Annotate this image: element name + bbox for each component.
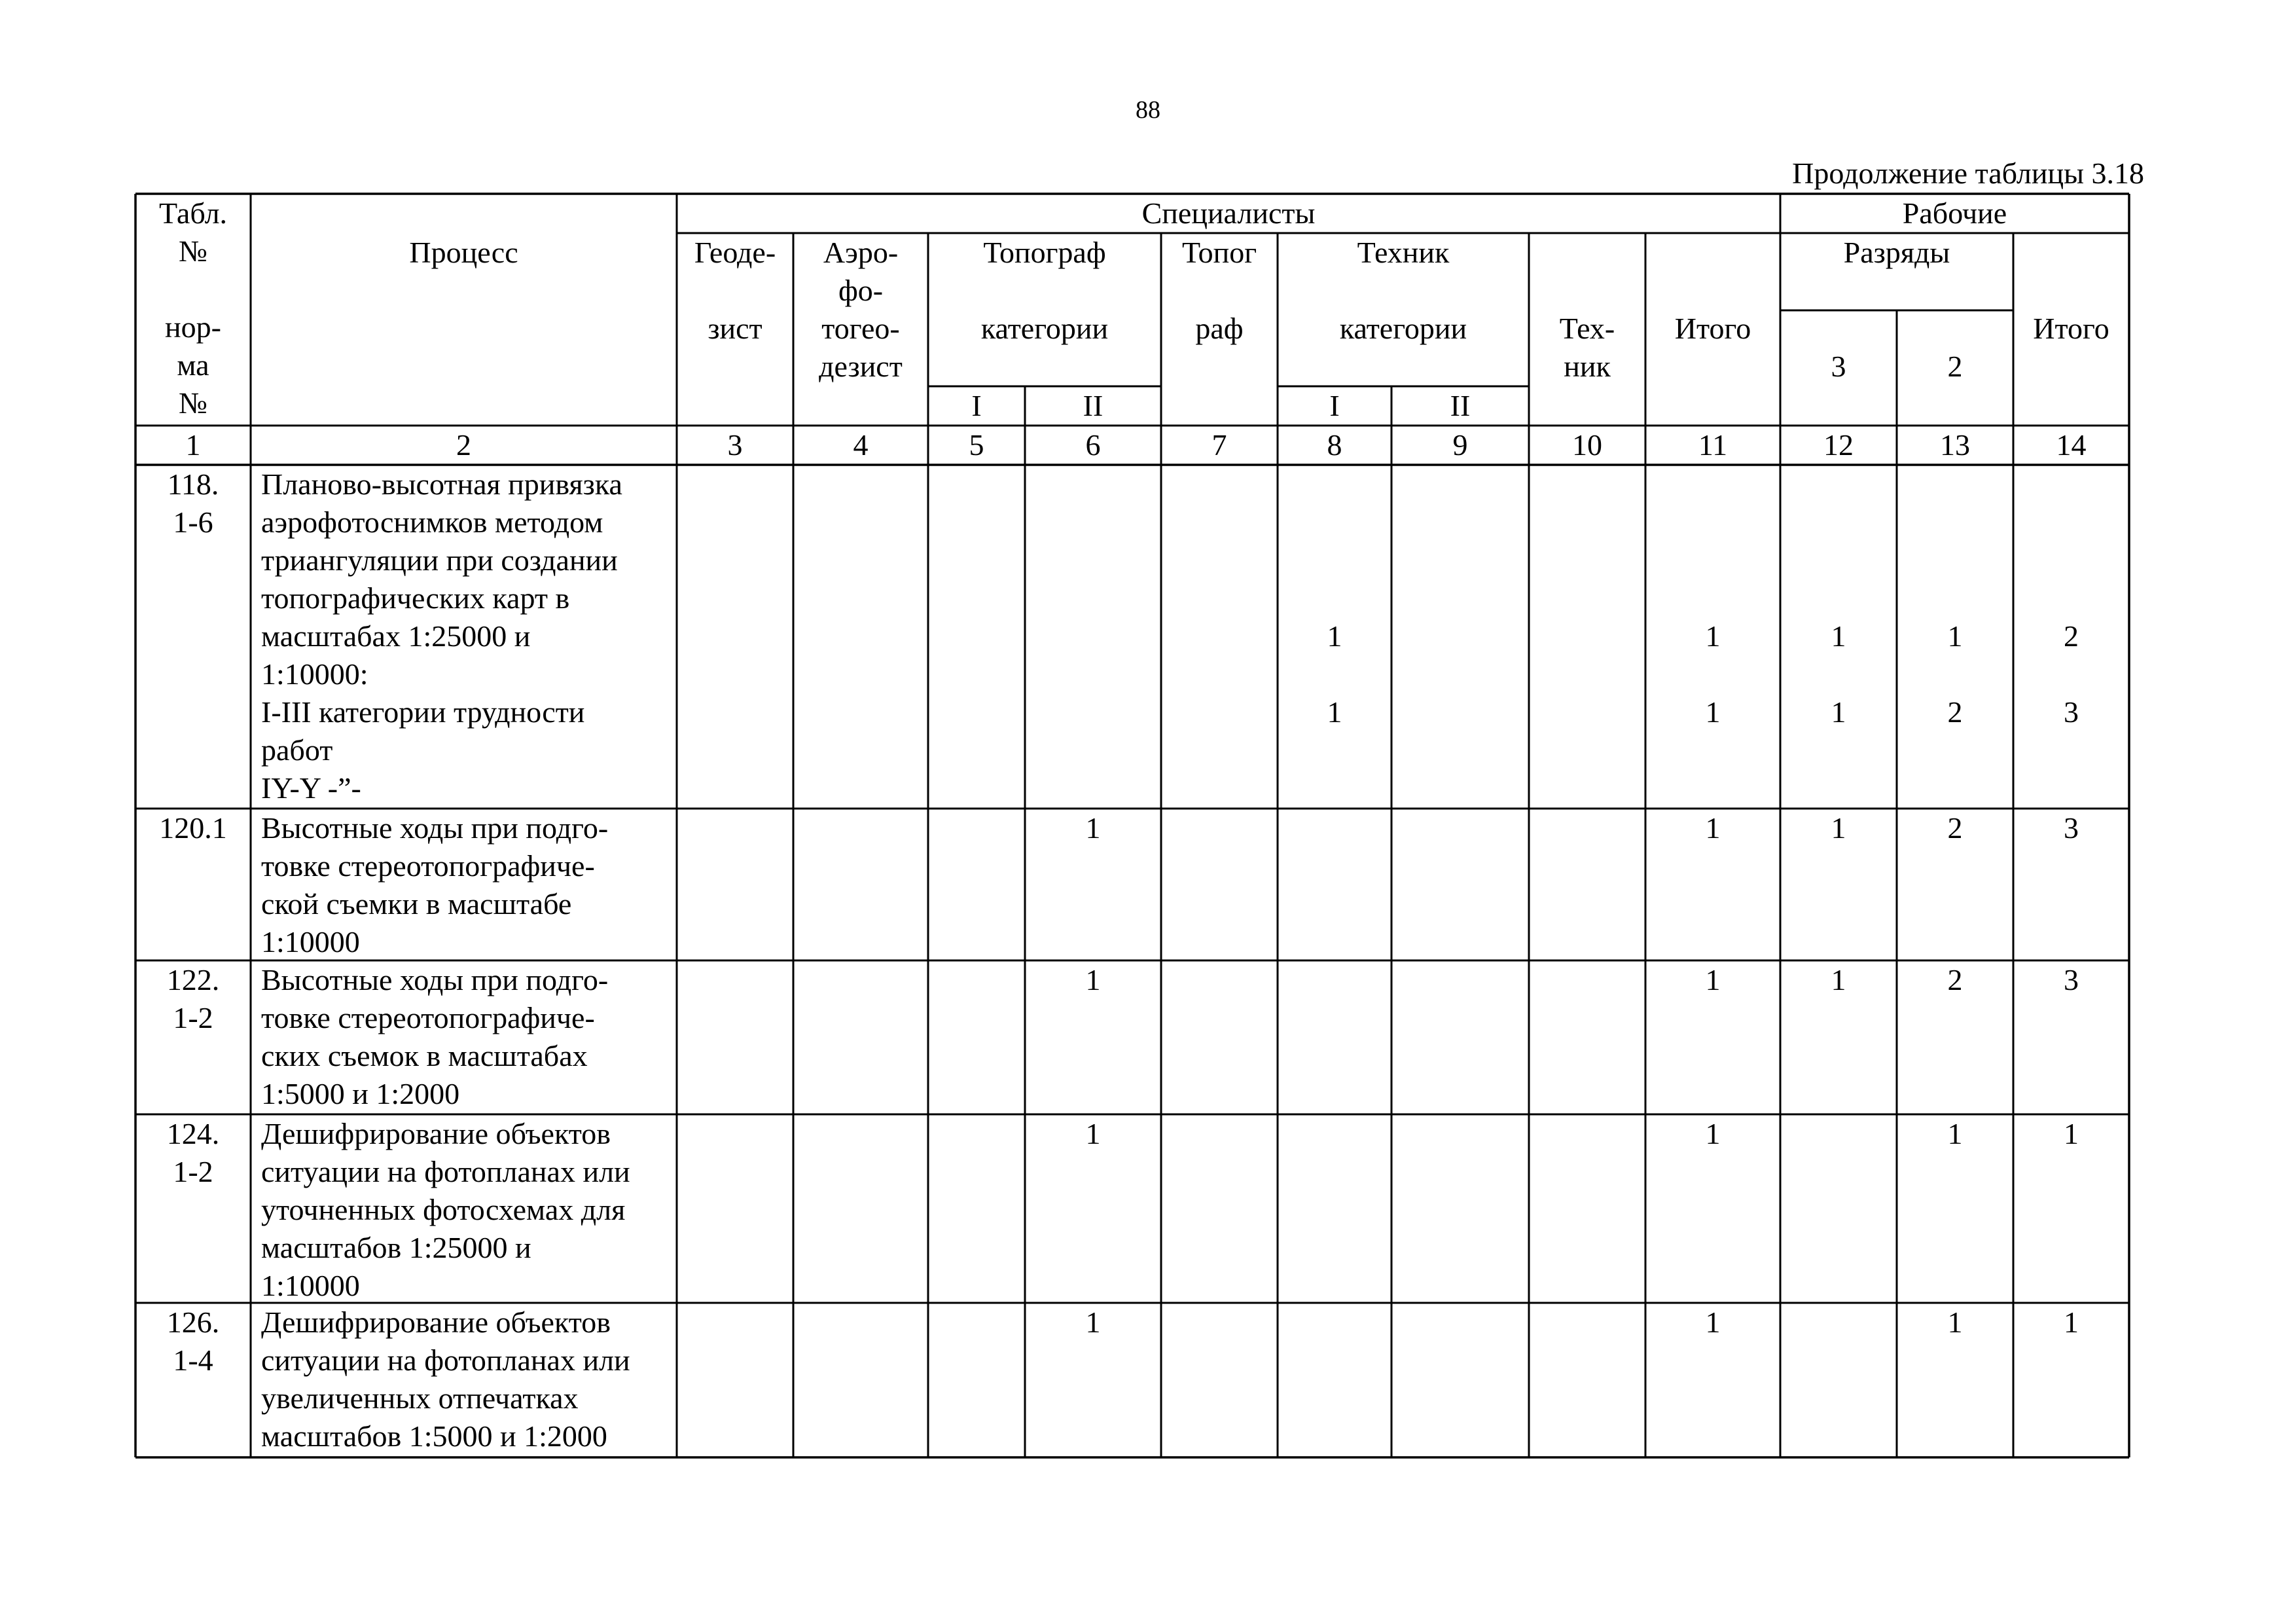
row-value-col-13: 1	[1947, 619, 1963, 653]
header-ranks: Разряды	[1843, 236, 1950, 269]
row-norm-number: 1-2	[173, 1155, 213, 1188]
row-value-col-12: 1	[1831, 619, 1846, 653]
row-value-col-11: 1	[1705, 1117, 1721, 1150]
row-value-col-11: 1	[1705, 619, 1721, 653]
row-process-text: 1:10000	[261, 1269, 360, 1302]
row-value-col-14: 1	[2064, 1305, 2079, 1339]
header-aerophotogeodesist: тогео-	[821, 312, 900, 345]
header-norm-number: Табл.	[158, 196, 228, 230]
row-process-text: товке стереотопографиче-	[261, 1001, 595, 1034]
header-geodesist: Геоде-	[694, 236, 776, 269]
header-technician-categories: категории	[1339, 312, 1467, 345]
header-topo-cat-1: I	[971, 389, 982, 422]
row-process-text: топографических карт в	[261, 581, 570, 615]
row-process-text: аэрофотоснимков методом	[261, 505, 603, 539]
row-value-col-13: 2	[1947, 963, 1963, 996]
row-process-text: Высотные ходы при подго-	[261, 811, 609, 845]
row-value-col-6: 1	[1085, 811, 1101, 845]
row-norm-number: 1-4	[173, 1343, 213, 1377]
row-value-col-11: 1	[1705, 695, 1721, 729]
column-number: 9	[1452, 428, 1468, 462]
header-rank-2: 2	[1947, 350, 1963, 383]
row-process-text: IY-Y -”-	[261, 771, 361, 805]
header-technician-2: ник	[1564, 350, 1611, 383]
row-process-text: работ	[261, 733, 333, 767]
header-norm-number: ма	[177, 348, 209, 382]
row-norm-number: 1-6	[173, 505, 213, 539]
header-process: Процесс	[409, 236, 518, 269]
row-process-text: ских съемок в масштабах	[261, 1039, 588, 1072]
row-process-text: Дешифрирование объектов	[261, 1305, 611, 1339]
row-norm-number: 122.	[166, 963, 220, 996]
table-continuation-title: Продолжение таблицы 3.18	[1792, 156, 2144, 190]
row-process-text: масштабов 1:5000 и 1:2000	[261, 1419, 607, 1453]
row-process-text: ской съемки в масштабе	[261, 887, 572, 921]
column-number: 1	[185, 428, 201, 462]
header-topograph-2: Топог	[1181, 236, 1257, 269]
row-value-col-14: 2	[2064, 619, 2079, 653]
row-process-text: увеличенных отпечатках	[261, 1381, 579, 1415]
column-number: 14	[2056, 428, 2087, 462]
header-aerophotogeodesist: Аэро-	[823, 236, 899, 269]
row-norm-number: 118.	[167, 467, 219, 501]
row-value-col-13: 1	[1947, 1117, 1963, 1150]
row-value-col-14: 1	[2064, 1117, 2079, 1150]
row-process-text: 1:10000:	[261, 657, 368, 691]
header-topo-cat-2: II	[1083, 389, 1103, 422]
row-norm-number: 1-2	[173, 1001, 213, 1034]
row-value-col-13: 2	[1947, 811, 1963, 845]
column-number: 2	[456, 428, 471, 462]
row-value-col-13: 2	[1947, 695, 1963, 729]
row-process-text: уточненных фотосхемах для	[261, 1193, 626, 1226]
column-number: 3	[727, 428, 743, 462]
column-number: 5	[969, 428, 984, 462]
row-value-col-11: 1	[1705, 811, 1721, 845]
header-specialists: Специалисты	[1141, 196, 1316, 230]
row-value-col-8: 1	[1327, 619, 1342, 653]
row-value-col-6: 1	[1085, 1117, 1101, 1150]
row-value-col-13: 1	[1947, 1305, 1963, 1339]
row-value-col-14: 3	[2064, 963, 2079, 996]
row-process-text: Дешифрирование объектов	[261, 1117, 611, 1150]
row-value-col-6: 1	[1085, 1305, 1101, 1339]
row-value-col-14: 3	[2064, 695, 2079, 729]
header-topograph: Топограф	[983, 236, 1106, 269]
row-process-text: товке стереотопографиче-	[261, 849, 595, 883]
header-norm-number: нор-	[165, 310, 221, 344]
header-norm-number: №	[179, 386, 207, 420]
column-number: 6	[1085, 428, 1101, 462]
row-process-text: ситуации на фотопланах или	[261, 1343, 630, 1377]
column-number: 4	[853, 428, 869, 462]
row-process-text: масштабах 1:25000 и	[261, 619, 531, 653]
row-process-text: ситуации на фотопланах или	[261, 1155, 630, 1188]
row-norm-number: 124.	[166, 1117, 220, 1150]
row-value-col-12: 1	[1831, 695, 1846, 729]
header-rank-3: 3	[1831, 350, 1846, 383]
row-value-col-14: 3	[2064, 811, 2079, 845]
row-process-text: 1:5000 и 1:2000	[261, 1077, 460, 1110]
header-workers-total: Итого	[2033, 312, 2109, 345]
row-value-col-8: 1	[1327, 695, 1342, 729]
header-topograph-2: раф	[1195, 312, 1244, 345]
row-process-text: Высотные ходы при подго-	[261, 963, 609, 996]
row-value-col-6: 1	[1085, 963, 1101, 996]
column-number: 12	[1823, 428, 1854, 462]
header-geodesist: зист	[708, 312, 762, 345]
column-number: 7	[1211, 428, 1227, 462]
row-value-col-11: 1	[1705, 1305, 1721, 1339]
header-technician: Техник	[1357, 236, 1450, 269]
header-norm-number: №	[179, 234, 207, 268]
row-process-text: масштабов 1:25000 и	[261, 1231, 531, 1264]
row-norm-number: 126.	[166, 1305, 220, 1339]
column-number: 8	[1327, 428, 1342, 462]
row-process-text: I-III категории трудности	[261, 695, 585, 729]
row-value-col-12: 1	[1831, 963, 1846, 996]
row-norm-number: 120.1	[159, 811, 227, 845]
column-number: 11	[1698, 428, 1728, 462]
header-tech-cat-1: I	[1329, 389, 1340, 422]
row-value-col-12: 1	[1831, 811, 1846, 845]
row-value-col-11: 1	[1705, 963, 1721, 996]
header-tech-cat-2: II	[1450, 389, 1471, 422]
page-number: 88	[1136, 96, 1160, 124]
header-specialists-total: Итого	[1674, 312, 1751, 345]
column-number: 10	[1572, 428, 1602, 462]
header-workers: Рабочие	[1902, 196, 2007, 230]
header-aerophotogeodesist: фо-	[838, 274, 884, 307]
row-process-text: 1:10000	[261, 925, 360, 958]
row-process-text: триангуляции при создании	[261, 543, 618, 577]
header-topograph-categories: категории	[980, 312, 1109, 345]
row-process-text: Планово-высотная привязка	[261, 467, 622, 501]
header-aerophotogeodesist: дезист	[819, 350, 903, 383]
column-number: 13	[1940, 428, 1970, 462]
header-technician-2: Тех-	[1559, 312, 1615, 345]
